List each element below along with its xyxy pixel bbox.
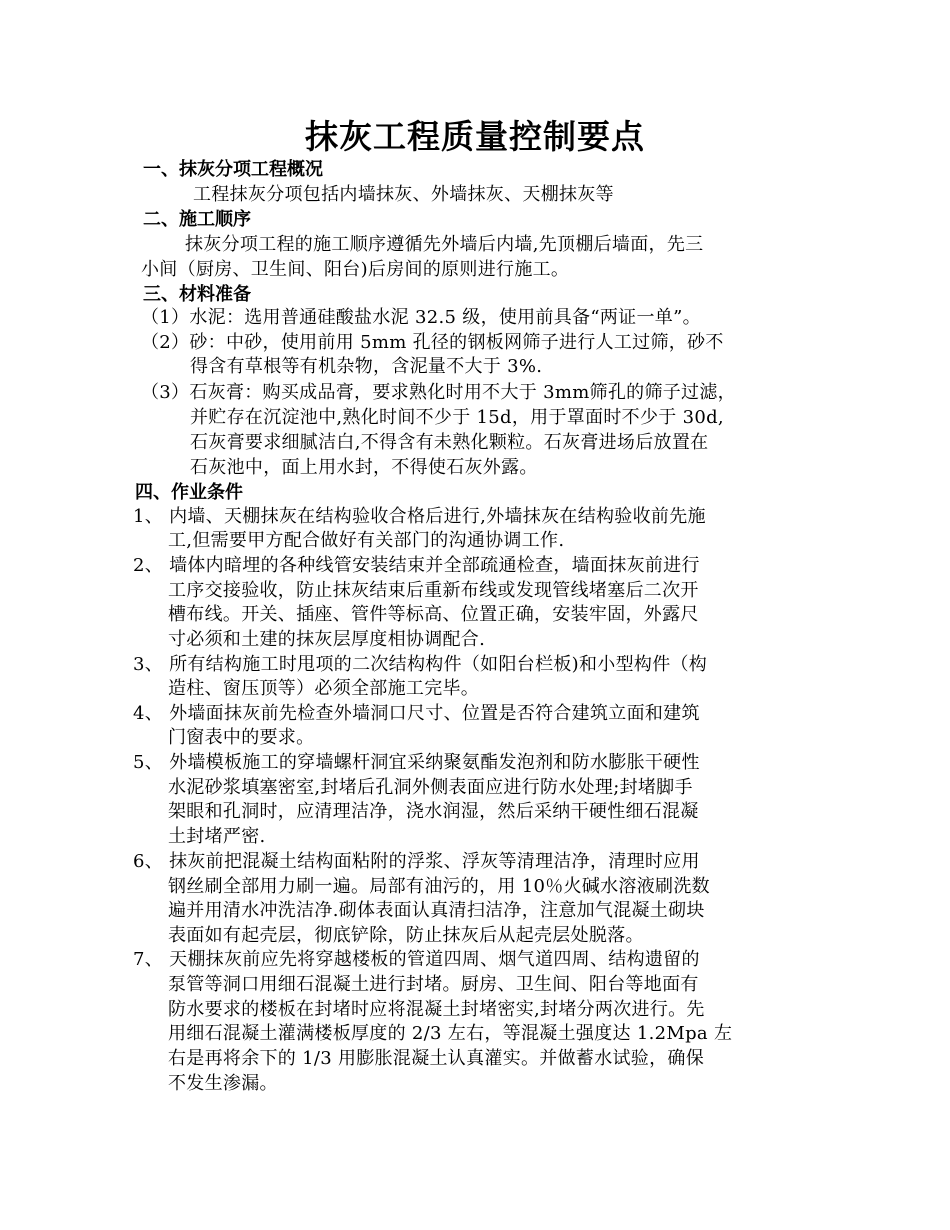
list-item-line: 1、 内墙、天棚抹灰在结构验收合格后进行,外墙抹灰在结构验收前先施 bbox=[133, 506, 706, 527]
list-item-line: 钢丝刷全部用力刷一遍。局部有油污的，用 10％火碱水溶液刷洗数 bbox=[168, 876, 710, 897]
list-item-line: 并贮存在沉淀池中,熟化时间不少于 15d，用于罩面时不少于 30d, bbox=[190, 407, 724, 428]
section-heading-conditions: 四、作业条件 bbox=[135, 482, 243, 503]
list-item-line: 槽布线。开关、插座、管件等标高、位置正确，安装牢固，外露尺 bbox=[168, 604, 699, 625]
list-item-line: 泵管等洞口用细石混凝土进行封堵。厨房、卫生间、阳台等地面有 bbox=[168, 974, 699, 995]
list-item-line: （3）石灰膏：购买成品膏，要求熟化时用不大于 3mm筛孔的筛子过滤， bbox=[141, 382, 736, 403]
list-item-line: 表面如有起壳层，彻底铲除，防止抹灰后从起壳层处脱落。 bbox=[168, 925, 644, 946]
list-item-line: 寸必须和土建的抹灰层厚度相协调配合. bbox=[168, 629, 486, 650]
list-item-line: 5、 外墙模板施工的穿墙螺杆洞宜采纳聚氨酯发泡剂和防水膨胀干硬性 bbox=[133, 752, 700, 773]
list-item-line: 用细石混凝土灌满楼板厚度的 2/3 左右，等混凝土强度达 1.2Mpa 左 bbox=[168, 1023, 733, 1044]
section-heading-materials: 三、材料准备 bbox=[143, 284, 251, 305]
list-item-line: 造柱、窗压顶等）必须全部施工完毕。 bbox=[168, 678, 480, 699]
list-item-line: 工,但需要甲方配合做好有关部门的沟通协调工作. bbox=[168, 530, 565, 551]
list-item-line: 遍并用清水冲洗洁净.砌体表面认真清扫洁净，注意加气混凝土砌块 bbox=[168, 900, 705, 921]
list-item-line: 不发生渗漏。 bbox=[168, 1073, 278, 1094]
list-item-line: 石灰膏要求细腻洁白,不得含有未熟化颗粒。石灰膏进场后放置在 bbox=[190, 432, 709, 453]
list-item-line: 2、 墙体内暗埋的各种线管安装结束并全部疏通检查，墙面抹灰前进行 bbox=[133, 555, 700, 576]
list-item-line: 工序交接验收，防止抹灰结束后重新布线或发现管线堵塞后二次开 bbox=[168, 580, 699, 601]
paragraph-line: 小间（厨房、卫生间、阳台)后房间的原则进行施工。 bbox=[141, 259, 570, 280]
list-item-line: 门窗表中的要求。 bbox=[168, 727, 315, 748]
paragraph-line: 抹灰分项工程的施工顺序遵循先外墙后内墙,先顶棚后墙面，先三 bbox=[185, 234, 704, 255]
list-item-line: （2）砂：中砂，使用前用 5mm 孔径的钢板网筛子进行人工过筛，砂不 bbox=[141, 332, 724, 353]
list-item-line: （1）水泥：选用普通硅酸盐水泥 32.5 级，使用前具备“两证一单”。 bbox=[141, 307, 701, 328]
list-item-line: 4、 外墙面抹灰前先检查外墙洞口尺寸、位置是否符合建筑立面和建筑 bbox=[133, 703, 700, 724]
list-item-line: 3、 所有结构施工时甩项的二次结构构件（如阳台栏板)和小型构件（构 bbox=[133, 654, 708, 675]
list-item-line: 石灰池中，面上用水封，不得使石灰外露。 bbox=[190, 457, 538, 478]
paragraph-line: 工程抹灰分项包括内墙抹灰、外墙抹灰、天棚抹灰等 bbox=[193, 184, 614, 205]
list-item-line: 得含有草根等有机杂物，含泥量不大于 3%. bbox=[190, 356, 543, 377]
list-item-line: 右是再将余下的 1/3 用膨胀混凝土认真灌实。并做蓄水试验，确保 bbox=[168, 1048, 705, 1069]
section-heading-overview: 一、抹灰分项工程概况 bbox=[143, 159, 323, 180]
list-item-line: 架眼和孔洞时，应清理洁净，浇水润湿，然后采纳干硬性细石混凝 bbox=[168, 801, 699, 822]
list-item-line: 水泥砂浆填塞密室,封堵后孔洞外侧表面应进行防水处理;封堵脚手 bbox=[168, 777, 693, 798]
list-item-line: 7、 天棚抹灰前应先将穿越楼板的管道四周、烟气道四周、结构遗留的 bbox=[133, 949, 700, 970]
list-item-line: 6、 抹灰前把混凝土结构面粘附的浮浆、浮灰等清理洁净，清理时应用 bbox=[133, 851, 700, 872]
list-item-line: 防水要求的楼板在封堵时应将混凝土封堵密实,封堵分两次进行。先 bbox=[168, 999, 705, 1020]
list-item-line: 土封堵严密. bbox=[168, 826, 266, 847]
document-title: 抹灰工程质量控制要点 bbox=[305, 117, 645, 156]
section-heading-sequence: 二、施工顺序 bbox=[143, 209, 251, 230]
